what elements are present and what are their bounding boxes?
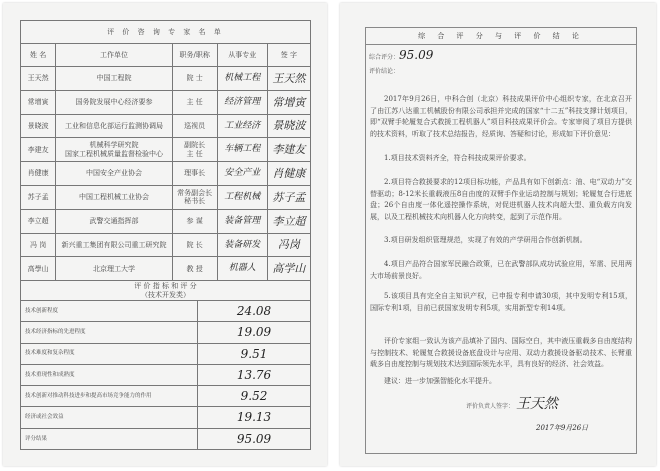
score-criterion: 技术难度和复杂程度 xyxy=(21,343,198,364)
work-unit: 北京理工大学 xyxy=(56,257,172,281)
conclusion-paragraph: 1.项目技术资料齐全，符合科技成果评价要求。 xyxy=(384,154,531,162)
score-row xyxy=(21,364,311,385)
score-value: 9.51 xyxy=(198,343,311,364)
score-criterion: 技术创新对推动科技进步和提高市场竞争能力的作用 xyxy=(21,386,198,407)
score-row xyxy=(21,343,311,364)
specialty: 车辆工程 xyxy=(217,138,267,162)
work-unit: 国务院发展中心经济要参 xyxy=(56,90,172,114)
score-value: 13.76 xyxy=(198,364,311,385)
specialty: 经济管理 xyxy=(217,90,267,114)
position: 参 谋 xyxy=(172,209,217,233)
work-unit: 中国工程院 xyxy=(56,67,172,91)
expert-row xyxy=(21,257,311,281)
work-unit: 中国工程机械工业协会 xyxy=(56,185,172,209)
expert-name: 常增寅 xyxy=(21,90,56,114)
signature: 冯岗 xyxy=(267,233,310,257)
column-header: 工作单位 xyxy=(56,44,172,67)
score-row xyxy=(21,407,311,428)
sign-date: 2017年9月26日 xyxy=(536,424,589,432)
score-row xyxy=(21,322,311,343)
score-row xyxy=(21,386,311,407)
conclusion-title: 综 合 评 分 与 评 价 结 论 xyxy=(366,28,636,45)
column-header: 姓 名 xyxy=(21,44,56,67)
signature: 景晓波 xyxy=(267,114,310,138)
expert-row xyxy=(21,90,311,114)
score-row xyxy=(21,301,311,322)
specialty: 装备管理 xyxy=(217,209,267,233)
score-value: 19.09 xyxy=(198,322,311,343)
score-value: 9.52 xyxy=(198,386,311,407)
expert-row xyxy=(21,138,311,162)
signature: 王天然 xyxy=(515,396,558,412)
position: 教 授 xyxy=(172,257,217,281)
position: 主 任 xyxy=(172,90,217,114)
expert-row xyxy=(21,233,311,257)
position: 巡视员 xyxy=(172,114,217,138)
work-unit: 新兴重工集团有限公司重工研究院 xyxy=(56,233,172,257)
expert-name: 景晓波 xyxy=(21,114,56,138)
expert-table-title: 评 价 咨 询 专 家 名 单 xyxy=(21,21,311,44)
score-value: 95.09 xyxy=(399,48,434,62)
conclusion-label: 评价结论： xyxy=(369,68,400,75)
score-title: 评 价 指 标 和 评 分 xyxy=(134,282,197,291)
expert-table xyxy=(20,20,311,281)
expert-name: 李建友 xyxy=(21,138,56,162)
expert-name: 王天然 xyxy=(21,67,56,91)
work-unit: 工业和信息化部运行监测协调局 xyxy=(56,114,172,138)
conclusion-paragraph: 3.项目研发组织管理规范，实现了有效的产学研用合作创新机制。 xyxy=(384,236,587,244)
signer-label: 评价负责人签字： 王天然 xyxy=(466,396,558,412)
specialty: 安全产业 xyxy=(217,162,267,186)
work-unit: 中国安全产业协会 xyxy=(56,162,172,186)
conclusion-page xyxy=(340,3,656,466)
expert-name: 苏子孟 xyxy=(21,185,56,209)
score-value: 24.08 xyxy=(198,301,311,322)
signature: 常增寅 xyxy=(267,90,310,114)
specialty: 机械工程 xyxy=(217,67,267,91)
position: 院 长 xyxy=(172,233,217,257)
score-table xyxy=(20,280,311,450)
score-value: 95.09 xyxy=(198,428,311,449)
expert-list-page xyxy=(3,3,327,466)
specialty: 工业经济 xyxy=(217,114,267,138)
expert-name: 高學山 xyxy=(21,257,56,281)
signature: 王天然 xyxy=(267,67,310,91)
expert-row xyxy=(21,114,311,138)
score-label: 综合评分：95.09 xyxy=(369,48,434,62)
expert-name: 冯 岗 xyxy=(21,233,56,257)
column-header: 签 字 xyxy=(267,44,310,67)
score-criterion: 技术重现性和成熟度 xyxy=(21,364,198,385)
conclusion-paragraph: 建议：进一步加强智能化水平提升。 xyxy=(384,377,496,385)
specialty: 机器人 xyxy=(217,257,267,281)
signature: 李建友 xyxy=(267,138,310,162)
conclusion-paragraph: 2017年9月26日，中科合创（北京）科技成果评价中心组织专家，在北京召开了由江苏八达重工机械股份有限公司承担并完成的国家“十二五”科技支撑计划项目，即“双臂手轮履复合式救援工程机器人”项目科技成果评价会。专家审阅了项目方提供的技术资料，听取了技术总结报告，经质询、答疑和讨论，形成如下评价意见： xyxy=(370,95,632,138)
score-table-title xyxy=(21,281,311,301)
signature: 苏子孟 xyxy=(267,185,310,209)
score-criterion: 技术创新程度 xyxy=(21,301,198,322)
conclusion-box xyxy=(365,27,637,454)
expert-name: 李立超 xyxy=(21,209,56,233)
score-criterion: 经济或社会效益 xyxy=(21,407,198,428)
signature: 肖健康 xyxy=(267,162,310,186)
score-row xyxy=(21,428,311,449)
score-criterion: 评分结果 xyxy=(21,428,198,449)
column-header: 从事专业 xyxy=(217,44,267,67)
work-unit: 武警交通指挥部 xyxy=(56,209,172,233)
score-criterion: 技术经济指标的先进程度 xyxy=(21,322,198,343)
signature: 李立超 xyxy=(267,209,310,233)
expert-row xyxy=(21,162,311,186)
position: 院 士 xyxy=(172,67,217,91)
score-subtitle: （技术开发类） xyxy=(141,290,190,299)
conclusion-paragraph: 2.项目符合救援要求的12项目标功能，产品具有如下创新点：油、电“双动力”交替驱动；8-12米长重载液压8自由度的双臂手作业运动控制与规划；轮履复合行进底盘；26个自由度一体化遥控操作系统，对促进机器人技术向超大型、重负载方向发展，以及工程机械技术向机器人化方向转变，起到了示范作用。 xyxy=(370,178,632,221)
score-value: 19.13 xyxy=(198,407,311,428)
position: 常务副会长 秘书长 xyxy=(172,185,217,209)
specialty: 工程机械 xyxy=(217,185,267,209)
column-header: 职务/职称 xyxy=(172,44,217,67)
position: 理事长 xyxy=(172,162,217,186)
conclusion-paragraph: 评价专家组一致认为该产品填补了国内、国际空白，其中液压重载多自由度结构与控制技术、轮履复合救援设备底盘设计与应用、双动力救援设备驱动技术、长臂重载多自由度控制与规划技术达到国际领先水平，具有良好的经济、社会效益。 xyxy=(370,337,632,368)
conclusion-paragraph: 5.该项目具有完全自主知识产权，已申报专利申请30项，其中发明专利15项，国际专利1项，目前已获国家发明专利5项，实用新型专利14项。 xyxy=(370,292,632,312)
expert-row xyxy=(21,209,311,233)
expert-row xyxy=(21,185,311,209)
specialty: 装备研发 xyxy=(217,233,267,257)
expert-row xyxy=(21,67,311,91)
expert-name: 肖健康 xyxy=(21,162,56,186)
conclusion-paragraph: 4.项目产品符合国家军民融合政策，已在武警部队成功试验应用，军需、民用两大市场前景良好。 xyxy=(370,260,632,280)
position: 副院长 主 任 xyxy=(172,138,217,162)
signature: 高学山 xyxy=(267,257,310,281)
work-unit: 机械科学研究院 国家工程机械质量监督检验中心 xyxy=(56,138,172,162)
